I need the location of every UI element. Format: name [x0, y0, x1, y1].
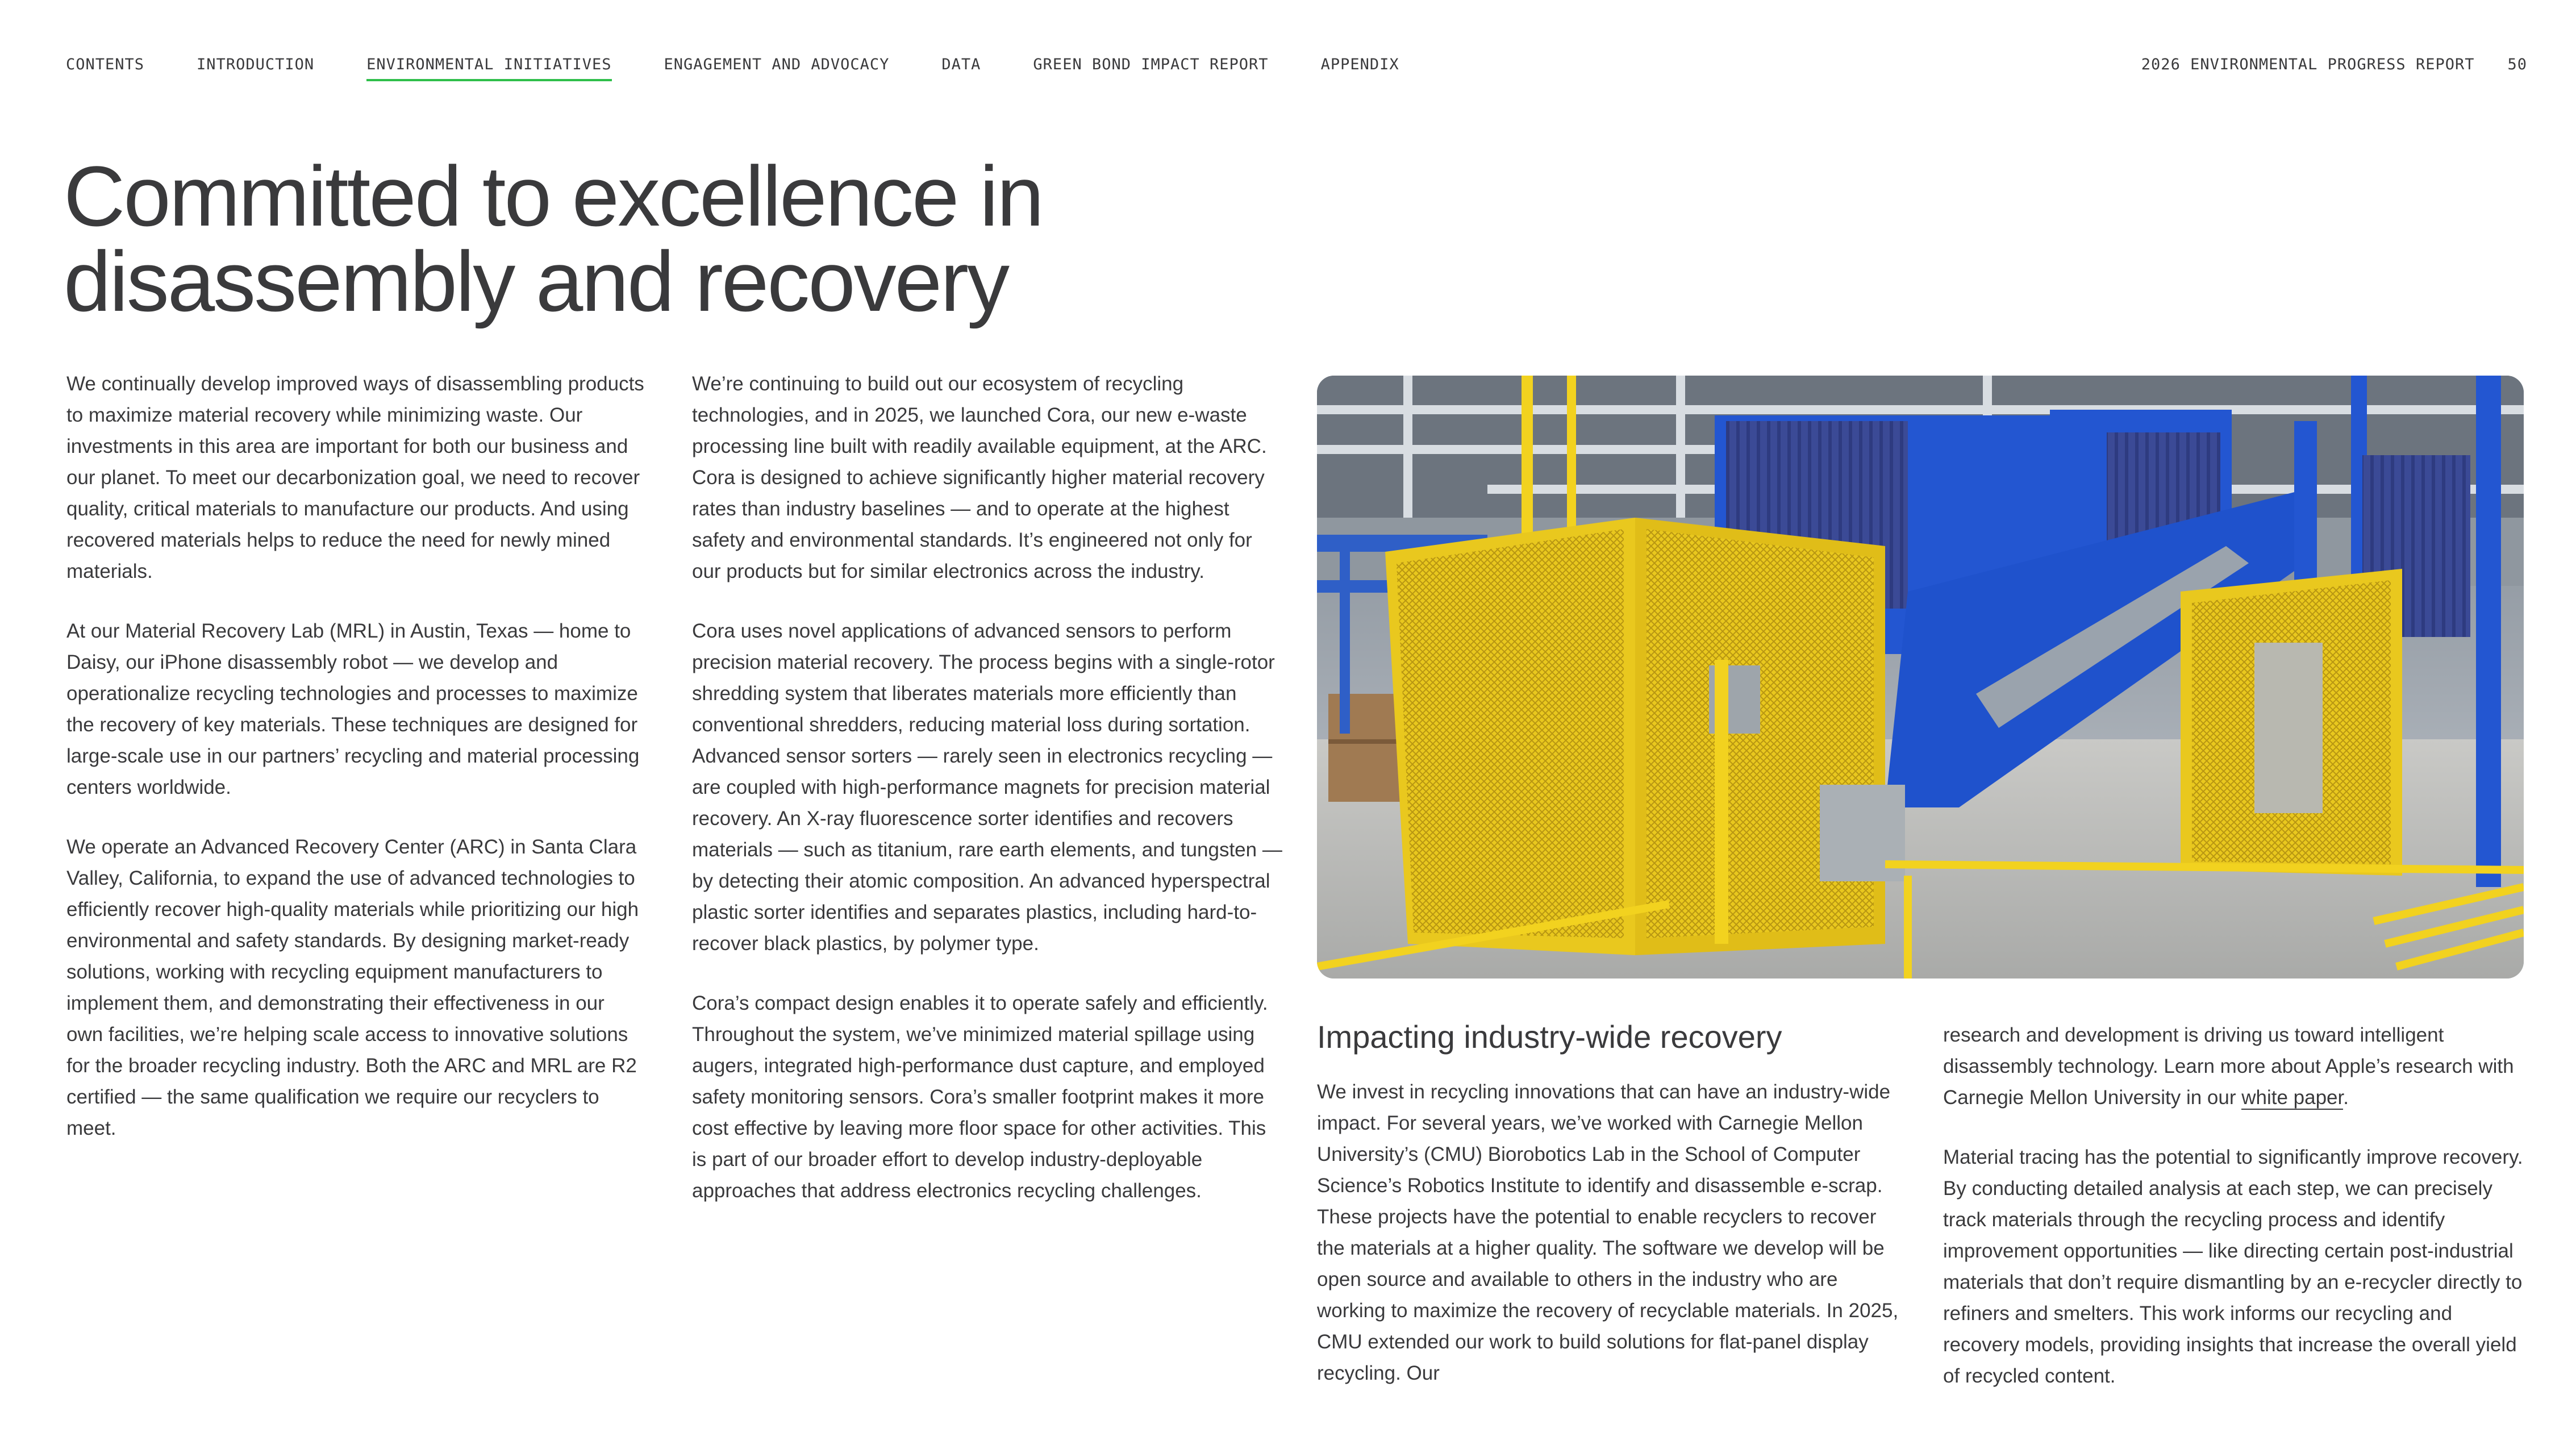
paragraph: Cora’s compact design enables it to operate safely and efficiently. Throughout the system, we’ve minimized material spillage using augers, integrated high-performance dust capture, and employed safety monitoring sensors. Cora’s smaller footprint makes it more cost effective by leaving more floor space for other activities. This is part of our broader effort to develop industry-deployable approaches that address electronics recycling challenges.: [692, 992, 1268, 1202]
page-number: 50: [2507, 56, 2527, 73]
page-title-line-2: disassembly and recovery: [64, 234, 1008, 329]
paragraph-text: .: [2343, 1086, 2349, 1109]
text-column-4: [1943, 1019, 2528, 1420]
nav-appendix[interactable]: APPENDIX: [1320, 56, 1399, 73]
nav-green-bond-impact-report[interactable]: GREEN BOND IMPACT REPORT: [1033, 56, 1269, 73]
paragraph: [1943, 1019, 2528, 1113]
report-info: [2141, 56, 2527, 73]
top-navigation: [66, 56, 2527, 90]
paragraph: We continually develop improved ways of disassembling products to maximize material recovery while minimizing waste. Our investments in this area are important for both our business and our planet. To meet our decarbonization goal, we need to recover quality, critical materials to manufacture our products. And using recovered materials helps to reduce the need for newly mined materials.: [66, 373, 644, 582]
nav-environmental-initiatives[interactable]: ENVIRONMENTAL INITIATIVES: [366, 56, 611, 81]
text-column-2: [692, 368, 1283, 1235]
industry-recovery-section: [1317, 1017, 1908, 1417]
paragraph: We operate an Advanced Recovery Center (ARC) in Santa Clara Valley, California, to expand the use of advanced technologies to efficiently recover high-quality materials while prioritizing our high environmental and safety standards. By designing market-ready solutions, working with recycling equipment manufacturers to implement them, and demonstrating their effectiveness in our own facilities, we’re helping scale access to innovative solutions for the broader recycling industry. Both the ARC and MRL are R2 certified — the same qualification we require our recyclers to meet.: [66, 836, 639, 1139]
page-title-line-1: Committed to excellence in: [64, 148, 1043, 244]
page-title: [64, 148, 1200, 329]
section-heading: Impacting industry-wide recovery: [1317, 1019, 1782, 1055]
paragraph-text: research and development is driving us toward intelligent disassembly technology. Learn more about Apple’s research with Carnegie Mellon University in our: [1943, 1024, 2514, 1109]
paragraph: At our Material Recovery Lab (MRL) in Austin, Texas — home to Daisy, our iPhone disassembly robot — we develop and operationalize recycling technologies and processes to maximize the recovery of key materials. These techniques are designed for large-scale use in our partners’ recycling and material processing centers worldwide.: [66, 620, 640, 798]
nav-introduction[interactable]: INTRODUCTION: [197, 56, 315, 73]
paragraph: Material tracing has the potential to significantly improve recovery. By conducting detailed analysis at each step, we can precisely track materials through the recycling process and identify improvement opportunities — like directing certain post-industrial materials that don’t require dismantling by an e-recycler directly to refiners and smelters. This work informs our recycling and recovery models, providing insights that increase the overall yield of recycled content.: [1943, 1146, 2523, 1387]
report-title: 2026 ENVIRONMENTAL PROGRESS REPORT: [2141, 56, 2475, 73]
white-paper-link[interactable]: white paper: [2241, 1086, 2344, 1109]
paragraph: Cora uses novel applications of advanced sensors to perform precision material recovery. The process begins with a single-rotor shredding system that liberates materials more efficiently than conventional shredders, reducing material loss during sortation. Advanced sensor sorters — rarely seen in electronics recycling — are coupled with high-performance magnets for precision material recovery. An X-ray fluorescence sorter identifies and recovers materials — such as titanium, rare earth elements, and tungsten — by detecting their atomic composition. An advanced hyperspectral plastic sorter identifies and separates plastics, including hard-to-recover black plastics, by polymer type.: [692, 620, 1282, 955]
nav-contents[interactable]: CONTENTS: [66, 56, 145, 73]
section-tabs: [66, 56, 1399, 81]
paragraph: We’re continuing to build out our ecosystem of recycling technologies, and in 2025, we launched Cora, our new e-waste processing line built with readily available equipment, at the ARC. Cora is designed to achieve significantly higher material recovery rates than industry baselines — and to operate at the highest safety and environmental standards. It’s engineered not only for our products but for similar electronics across the industry.: [692, 373, 1267, 582]
recycling-facility-photo: [1317, 376, 2524, 979]
nav-engagement-and-advocacy[interactable]: ENGAGEMENT AND ADVOCACY: [664, 56, 890, 73]
text-column-1: [66, 368, 646, 1172]
nav-data[interactable]: DATA: [941, 56, 981, 73]
paragraph: We invest in recycling innovations that can have an industry-wide impact. For several years, we’ve worked with Carnegie Mellon University’s (CMU) Biorobotics Lab in the School of Computer Science’s Robotics Institute to identify and disassemble e-scrap. These projects have the potential to enable recyclers to recover the materials at a higher quality. The software we develop will be open source and available to others in the industry who are working to maximize the recovery of recyclable materials. In 2025, CMU extended our work to build solutions for flat-panel display recycling. Our: [1317, 1081, 1899, 1384]
